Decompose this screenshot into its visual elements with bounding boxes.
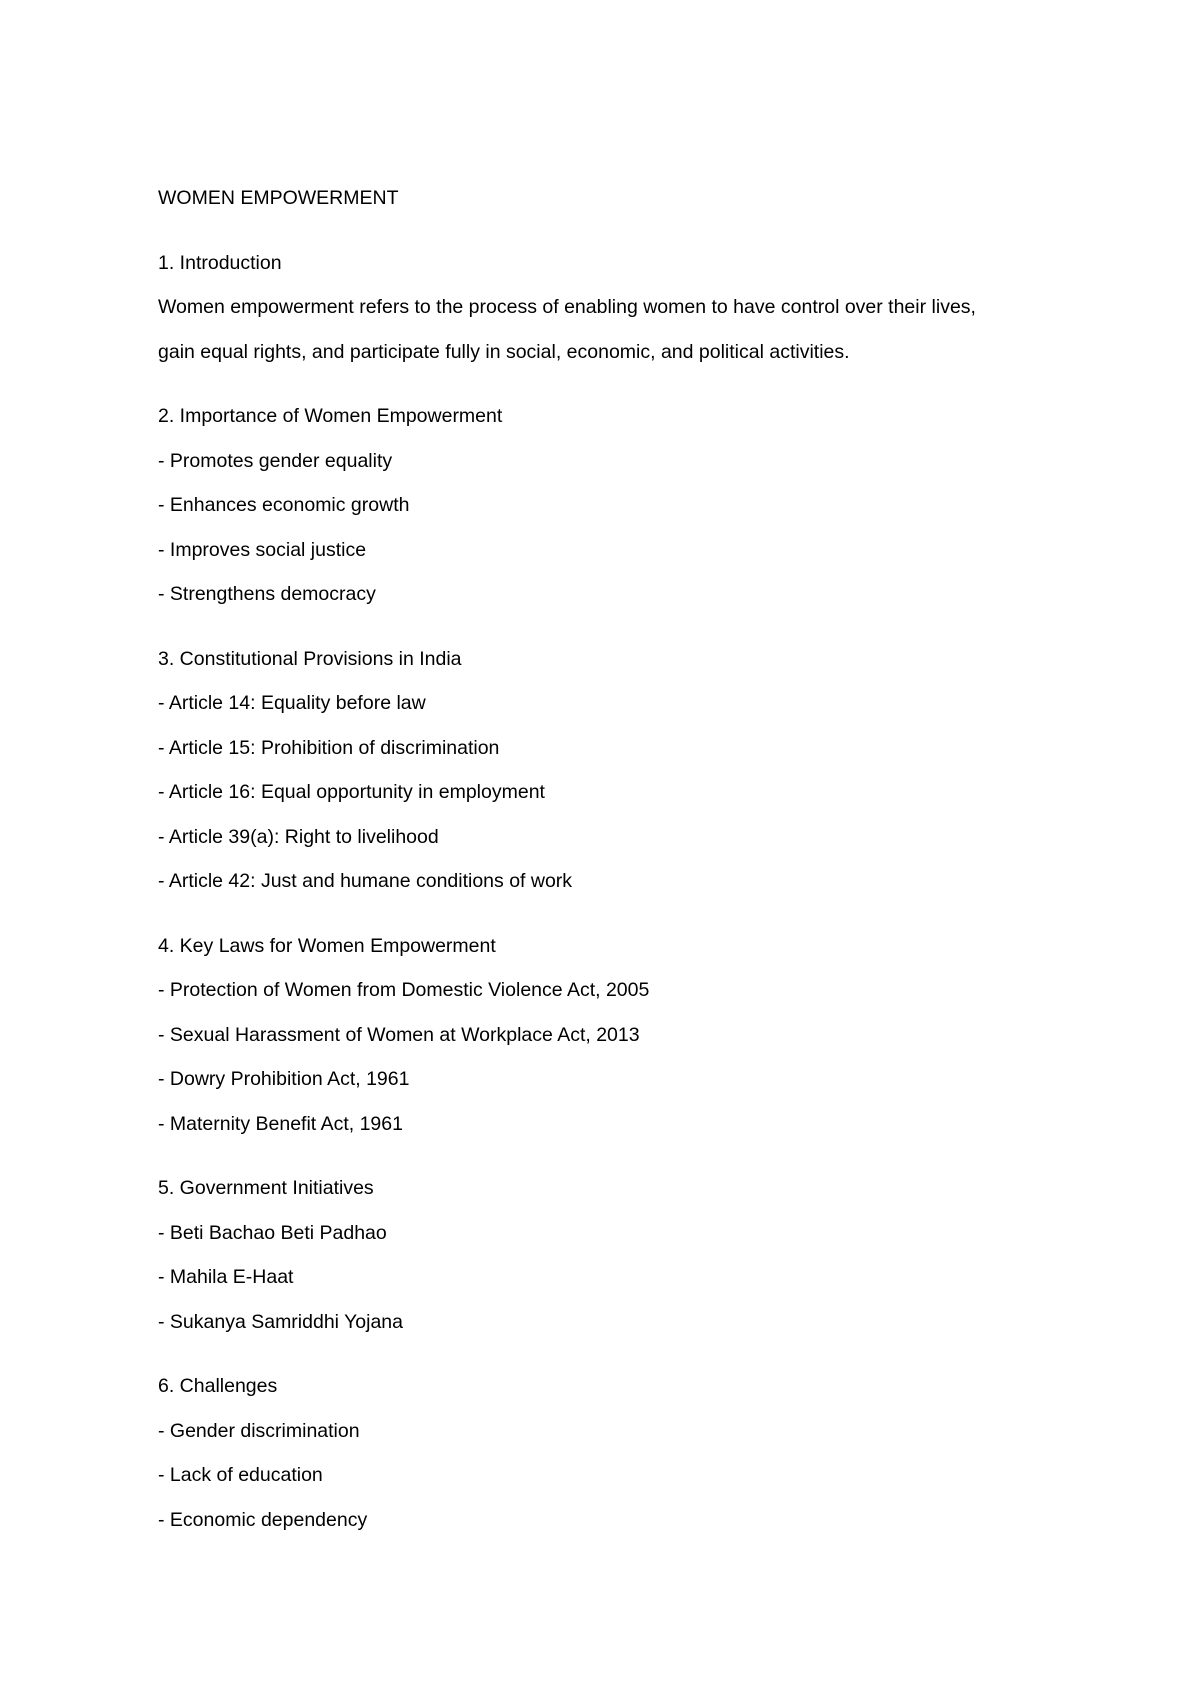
section-government-initiatives [158,1166,1058,1344]
list-item: - Article 14: Equality before law [158,692,426,714]
section-heading: 4. Key Laws for Women Empowerment [158,934,496,957]
list-item: - Economic dependency [158,1508,368,1531]
list-item: - Article 15: Prohibition of discrimination [158,736,500,759]
section-heading: 6. Challenges [158,1375,278,1397]
document-body [158,176,1058,1542]
section-constitutional-provisions [158,637,1058,904]
section-importance [158,394,1058,617]
section-introduction [158,241,1058,375]
list-item: - Protection of Women from Domestic Violence Act, 2005 [158,979,650,1001]
list-item: - Maternity Benefit Act, 1961 [158,1112,403,1135]
list-item: - Strengthens democracy [158,583,376,605]
list-item: - Promotes gender equality [158,449,393,472]
list-item: - Lack of education [158,1464,323,1486]
paragraph-line: gain equal rights, and participate fully in social, economic, and political activities. [158,340,850,363]
list-item: - Article 16: Equal opportunity in employment [158,781,545,803]
list-item: - Improves social justice [158,538,367,561]
list-item: - Gender discrimination [158,1419,360,1442]
section-heading: 1. Introduction [158,251,282,274]
list-item: - Article 39(a): Right to livelihood [158,825,439,848]
section-heading: 3. Constitutional Provisions in India [158,647,462,670]
document-title: WOMEN EMPOWERMENT [158,187,399,209]
paragraph-line: Women empowerment refers to the process of enabling women to have control over their lives, [158,296,976,318]
section-challenges [158,1364,1058,1542]
list-item: - Enhances economic growth [158,494,410,516]
list-item: - Beti Bachao Beti Padhao [158,1221,387,1244]
section-heading: 2. Importance of Women Empowerment [158,405,503,427]
list-item: - Mahila E-Haat [158,1266,294,1288]
section-key-laws [158,924,1058,1147]
list-item: - Sexual Harassment of Women at Workplace Act, 2013 [158,1023,640,1046]
list-item: - Dowry Prohibition Act, 1961 [158,1068,410,1090]
list-item: - Article 42: Just and humane conditions of work [158,870,573,892]
section-heading: 5. Government Initiatives [158,1177,374,1199]
list-item: - Sukanya Samriddhi Yojana [158,1310,403,1333]
